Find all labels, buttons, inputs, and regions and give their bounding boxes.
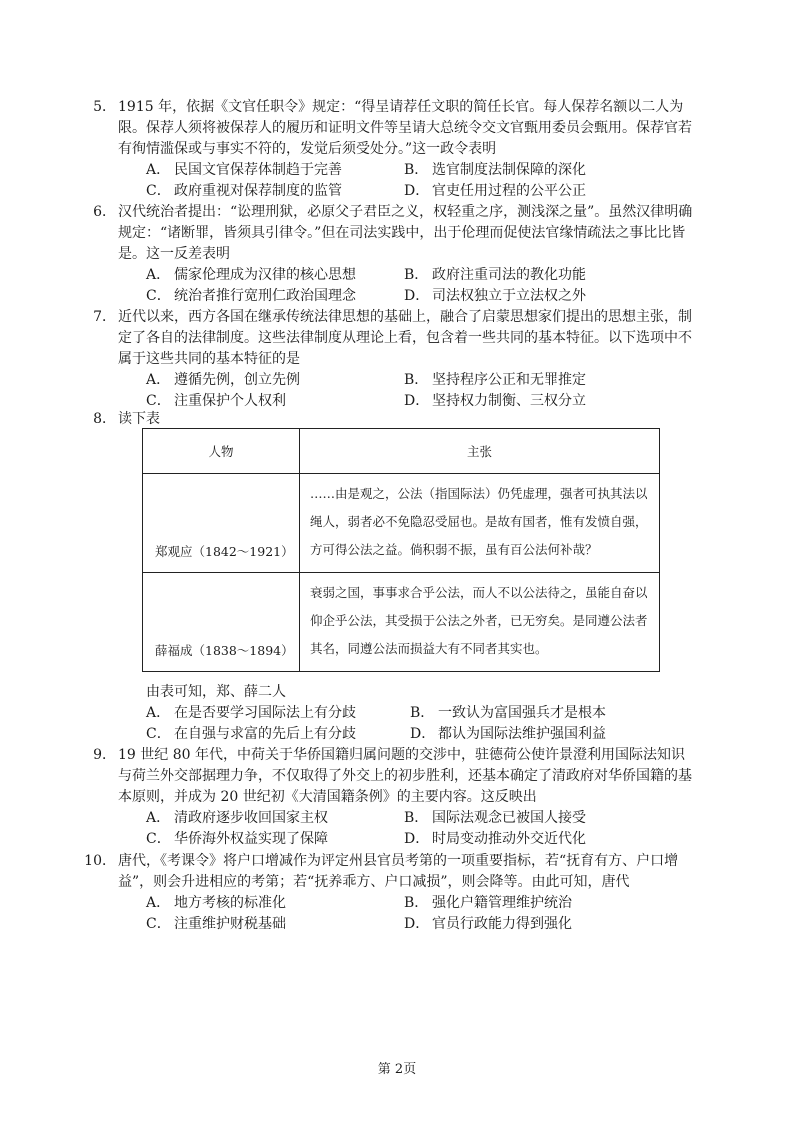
- question-number: 5．: [93, 99, 116, 115]
- table-header-row: [143, 429, 660, 474]
- option-text: 民国文官保荐体制趋于完善: [174, 162, 342, 178]
- question-9: [93, 745, 698, 850]
- option-label: B．: [404, 162, 429, 178]
- option-text: 清政府逐步收回国家主权: [174, 810, 328, 826]
- option-a[interactable]: [146, 265, 404, 286]
- question-number: 6．: [93, 204, 116, 220]
- table-cell-view: 衰弱之国，事事求合乎公法，而人不以公法待之，虽能自奋以仰企乎公法，其受损于公法之外者，已无穷矣。是同遵公法者其名，同遵公法而损益大有不同者其实也。: [300, 573, 660, 672]
- option-a[interactable]: [146, 703, 410, 724]
- option-label: B．: [404, 267, 429, 283]
- option-text: 注重维护财税基础: [174, 916, 286, 932]
- option-text: 官员行政能力得到强化: [432, 916, 572, 932]
- options: [146, 893, 698, 935]
- question-stem: 读下表: [118, 411, 160, 427]
- option-c[interactable]: [146, 181, 404, 202]
- person-name: 郑观应（1842～1921）: [155, 544, 294, 559]
- option-text: 在是否要学习国际法上有分歧: [174, 705, 356, 721]
- option-c[interactable]: [146, 914, 404, 935]
- question-5: [93, 97, 698, 202]
- question-stem: 近代以来，西方各国在继承传统法律思想的基础上，融合了启蒙思想家们提出的思想主张，制定了各自的法律制度。这些法律制度从理论上看，包含着一些共同的基本特征。以下选项中不属于这些共同的基本特征的是: [118, 309, 692, 367]
- option-b[interactable]: [404, 808, 726, 829]
- table-header-person: 人物: [143, 429, 300, 474]
- option-label: A．: [146, 705, 171, 721]
- option-d[interactable]: [404, 829, 726, 850]
- table-cell-person: [143, 474, 300, 573]
- option-text: 在自强与求富的先后上有分歧: [174, 726, 356, 742]
- table-cell-person: [143, 573, 300, 672]
- option-label: C．: [146, 726, 171, 742]
- option-text: 注重保护个人权利: [174, 393, 286, 409]
- options: [146, 808, 698, 850]
- option-label: A．: [146, 267, 171, 283]
- question-6: [93, 202, 698, 307]
- question-number: 7．: [93, 309, 116, 325]
- option-c[interactable]: [146, 286, 404, 307]
- option-text: 都认为国际法维护强国利益: [438, 726, 606, 742]
- option-label: B．: [404, 895, 429, 911]
- option-text: 政府注重司法的教化功能: [432, 267, 586, 283]
- option-b[interactable]: [404, 265, 726, 286]
- option-text: 官吏任用过程的公平公正: [432, 183, 586, 199]
- option-d[interactable]: [404, 181, 726, 202]
- option-label: C．: [146, 916, 171, 932]
- question-number: 8．: [93, 411, 116, 427]
- option-text: 坚持权力制衡、三权分立: [432, 393, 586, 409]
- question-stem: 唐代，《考课令》将户口增减作为评定州县官员考第的一项重要指标，若“抚育有方、户口增益”，则会升进相应的考第；若“抚养乖方、户口减损”，则会降等。由此可知，唐代: [118, 853, 679, 890]
- options: [146, 703, 706, 745]
- option-label: C．: [146, 183, 171, 199]
- option-a[interactable]: [146, 160, 404, 181]
- option-d[interactable]: [404, 286, 726, 307]
- option-label: D．: [404, 288, 430, 304]
- option-d[interactable]: [410, 724, 730, 745]
- option-label: D．: [404, 183, 430, 199]
- option-text: 司法权独立于立法权之外: [432, 288, 586, 304]
- question-number: 9．: [93, 747, 116, 763]
- question-stem: 由表可知，郑、薛二人: [146, 684, 286, 700]
- option-c[interactable]: [146, 724, 410, 745]
- option-label: A．: [146, 810, 171, 826]
- table-row: [143, 474, 660, 573]
- option-a[interactable]: [146, 808, 404, 829]
- option-label: D．: [410, 726, 436, 742]
- option-text: 地方考核的标准化: [174, 895, 286, 911]
- option-label: D．: [404, 916, 430, 932]
- option-label: C．: [146, 831, 171, 847]
- option-b[interactable]: [404, 370, 726, 391]
- option-text: 一致认为富国强兵才是根本: [438, 705, 606, 721]
- question-8-followup: [146, 682, 706, 745]
- option-text: 政府重视对保荐制度的监管: [174, 183, 342, 199]
- viewpoint-table: [142, 428, 660, 672]
- question-number: 10．: [84, 853, 116, 869]
- option-text: 坚持程序公正和无罪推定: [432, 372, 586, 388]
- table-row: [143, 573, 660, 672]
- options: [146, 265, 698, 307]
- option-text: 国际法观念已被国人接受: [432, 810, 586, 826]
- option-d[interactable]: [404, 914, 726, 935]
- option-label: D．: [404, 831, 430, 847]
- table-header-view: 主张: [300, 429, 660, 474]
- option-label: D．: [404, 393, 430, 409]
- option-b[interactable]: [410, 703, 730, 724]
- options: [146, 370, 698, 412]
- page-number: 第 2页: [377, 1062, 417, 1077]
- options: [146, 160, 698, 202]
- option-b[interactable]: [404, 893, 726, 914]
- question-stem: 19 世纪 80 年代，中荷关于华侨国籍归属问题的交涉中，驻德荷公使许景澄利用国际法知识与荷兰外交部据理力争，不仅取得了外交上的初步胜利，还基本确定了清政府对华侨国籍的基本原则，并成为 20 世纪初《大清国籍条例》的主要内容。这反映出: [118, 747, 692, 805]
- question-stem: 1915 年，依据《文官任职令》规定：“得呈请荐任文职的简任长官。每人保荐名额以二人为限。保荐人须将被保荐人的履历和证明文件等呈请大总统令交文官甄用委员会甄用。保荐官若有徇情滥保或与事实不符的，发觉后须受处分。”这一政令表明: [118, 99, 692, 157]
- table-cell-view: ……由是观之，公法（指国际法）仍凭虚理，强者可执其法以绳人，弱者必不免隐忍受屈也。是故有国者，惟有发愤自强，方可得公法之益。倘积弱不振，虽有百公法何补哉？: [300, 474, 660, 573]
- option-label: B．: [404, 810, 429, 826]
- option-label: B．: [410, 705, 435, 721]
- option-label: B．: [404, 372, 429, 388]
- question-10: [84, 851, 698, 935]
- person-name: 薛福成（1838～1894）: [155, 643, 294, 658]
- option-text: 遵循先例，创立先例: [174, 372, 300, 388]
- option-text: 统治者推行宽刑仁政治国理念: [174, 288, 356, 304]
- question-stem: 汉代统治者提出：“讼理刑狱，必原父子君臣之义，权轻重之序，测浅深之量”。虽然汉律明确规定：“诸断罪，皆须具引律令。”但在司法实践中，出于伦理而促使法官缘情疏法之事比比皆是。这一反差表明: [118, 204, 693, 262]
- question-8: [93, 409, 698, 430]
- option-c[interactable]: [146, 829, 404, 850]
- question-7: [93, 307, 698, 412]
- option-text: 华侨海外权益实现了保障: [174, 831, 328, 847]
- option-label: A．: [146, 162, 171, 178]
- option-text: 儒家伦理成为汉律的核心思想: [174, 267, 356, 283]
- option-label: C．: [146, 288, 171, 304]
- option-text: 时局变动推动外交近代化: [432, 831, 586, 847]
- option-a[interactable]: [146, 370, 404, 391]
- option-b[interactable]: [404, 160, 726, 181]
- option-text: 选官制度法制保障的深化: [432, 162, 586, 178]
- option-a[interactable]: [146, 893, 404, 914]
- option-label: A．: [146, 372, 171, 388]
- option-text: 强化户籍管理维护统治: [432, 895, 572, 911]
- option-label: A．: [146, 895, 171, 911]
- option-label: C．: [146, 393, 171, 409]
